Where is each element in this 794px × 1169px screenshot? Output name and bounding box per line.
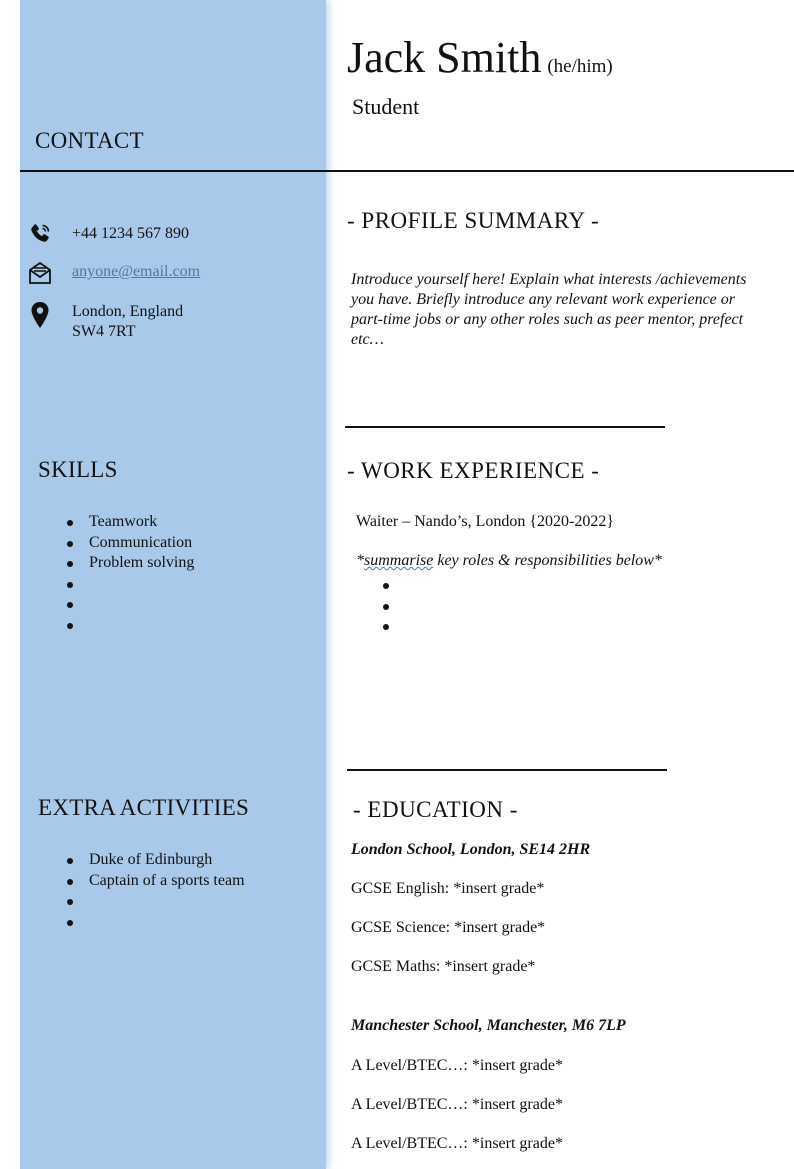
school-1-grade: GCSE Maths: *insert grade* bbox=[351, 958, 536, 975]
contact-address-row bbox=[26, 302, 183, 342]
job-title: Waiter – Nando’s, London {2020-2022} bbox=[356, 513, 615, 530]
skills-heading: SKILLS bbox=[38, 457, 118, 482]
envelope-icon bbox=[26, 260, 54, 286]
list-item bbox=[379, 575, 405, 596]
profile-divider bbox=[345, 426, 665, 428]
school-2-grade: A Level/BTEC…: *insert grade* bbox=[351, 1135, 563, 1152]
list-item: Captain of a sports team bbox=[63, 871, 245, 892]
work-duties-list bbox=[379, 575, 405, 637]
skills-list bbox=[63, 512, 194, 635]
address bbox=[72, 302, 183, 342]
list-item: Communication bbox=[63, 533, 194, 554]
profile-summary-text: Introduce yourself here! Explain what interests /achievements you have. Briefly introduce any relevant work experience or part-time jobs or any other roles such as peer mentor, prefect etc… bbox=[351, 271, 747, 348]
list-item bbox=[63, 574, 194, 595]
name-text: Jack Smith bbox=[347, 33, 542, 82]
school-1-grade: GCSE English: *insert grade* bbox=[351, 880, 545, 897]
note-keyword: summarise bbox=[364, 552, 434, 569]
list-item bbox=[379, 616, 405, 637]
school-2-name: Manchester School, Manchester, M6 7LP bbox=[351, 1017, 626, 1034]
school-1-name: London School, London, SE14 2HR bbox=[351, 841, 591, 858]
education-heading: - EDUCATION - bbox=[353, 797, 518, 822]
list-item bbox=[63, 912, 245, 933]
list-item bbox=[63, 594, 194, 615]
contact-heading: CONTACT bbox=[35, 128, 144, 153]
location-pin-icon bbox=[26, 302, 54, 328]
list-item: Duke of Edinburgh bbox=[63, 850, 245, 871]
work-note bbox=[356, 552, 662, 570]
list-item bbox=[63, 615, 194, 636]
work-experience-heading: - WORK EXPERIENCE - bbox=[347, 458, 600, 483]
header-divider bbox=[20, 170, 794, 172]
extra-activities-heading: EXTRA ACTIVITIES bbox=[38, 795, 250, 820]
pronouns: (he/him) bbox=[547, 56, 613, 77]
phone-number: +44 1234 567 890 bbox=[72, 225, 190, 242]
email-link[interactable]: anyone@email.com bbox=[72, 263, 201, 280]
school-2-grade: A Level/BTEC…: *insert grade* bbox=[351, 1057, 563, 1074]
school-1-grade: GCSE Science: *insert grade* bbox=[351, 919, 546, 936]
contact-email-row bbox=[26, 260, 200, 286]
school-2-grade: A Level/BTEC…: *insert grade* bbox=[351, 1096, 563, 1113]
candidate-name bbox=[347, 30, 613, 95]
contact-phone-row bbox=[26, 221, 189, 247]
phone-icon bbox=[26, 221, 54, 247]
list-item: Problem solving bbox=[63, 553, 194, 574]
extra-activities-list bbox=[63, 850, 245, 932]
profile-summary-heading: - PROFILE SUMMARY - bbox=[347, 208, 600, 233]
list-item: Teamwork bbox=[63, 512, 194, 533]
work-divider bbox=[347, 769, 667, 771]
list-item bbox=[379, 596, 405, 617]
candidate-role: Student bbox=[352, 94, 420, 119]
note-rest: key roles & responsibilities below* bbox=[433, 552, 662, 569]
note-prefix: * bbox=[356, 552, 364, 569]
address-line-1: London, England bbox=[72, 303, 184, 320]
list-item bbox=[63, 891, 245, 912]
address-line-2: SW4 7RT bbox=[72, 323, 136, 340]
